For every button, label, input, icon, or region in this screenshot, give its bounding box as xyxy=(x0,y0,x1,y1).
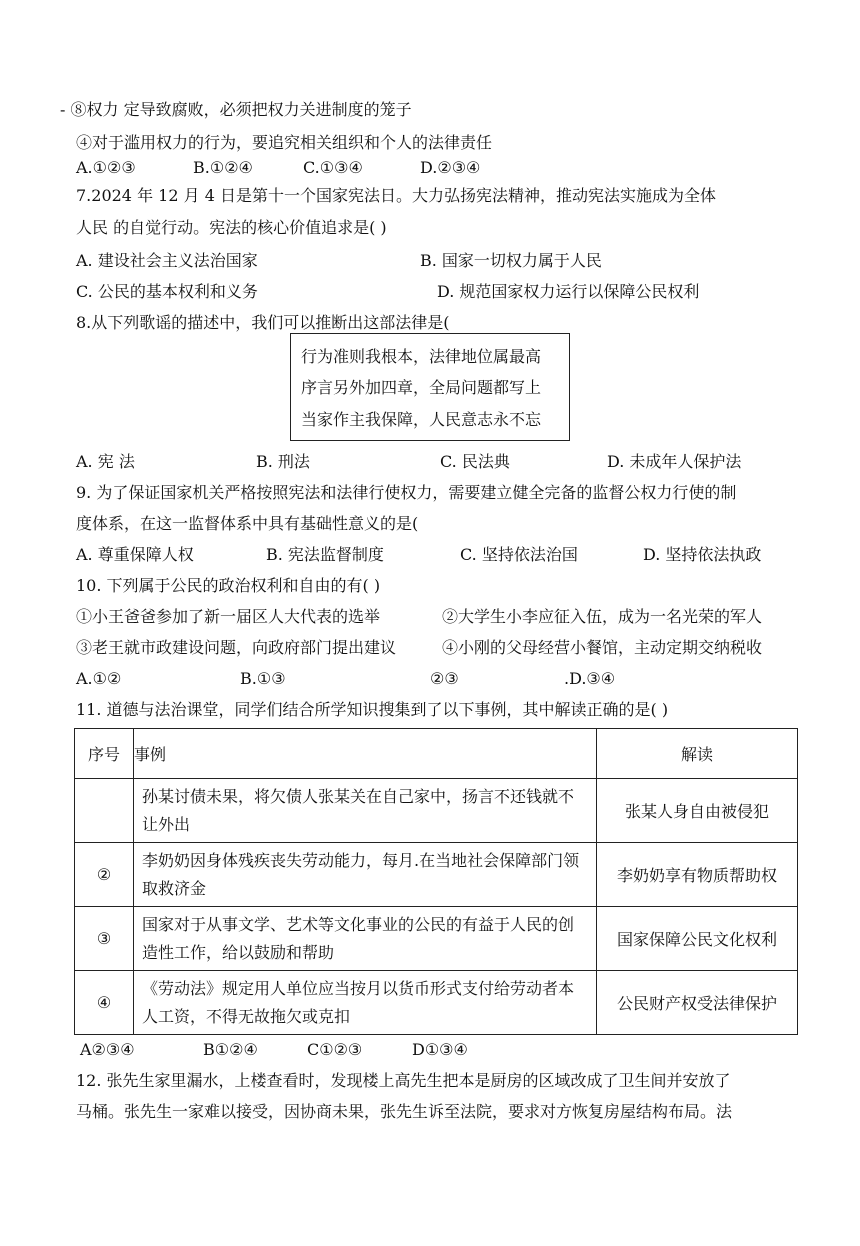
q9-option-b: B. 宪法监督制度 xyxy=(266,545,384,564)
q10-option-d: .D.③④ xyxy=(564,669,616,688)
q7-option-b: B. 国家一切权力属于人民 xyxy=(420,251,602,270)
table-row xyxy=(75,971,798,1035)
row-case xyxy=(134,907,597,971)
q7-option-d: D. 规范国家权力运行以保障公民权利 xyxy=(437,282,700,301)
row-reading: 张某人身自由被侵犯 xyxy=(597,779,798,843)
q7-option-a: A. 建设社会主义法治国家 xyxy=(76,251,258,270)
q9-option-c: C. 坚持依法治国 xyxy=(460,545,578,564)
statement-3: - ⑧权力 定导致腐败，必须把权力关进制度的笼子 xyxy=(60,100,412,119)
q6-option-c: C.①③④ xyxy=(303,158,363,177)
q10-stem: 10. 下列属于公民的政治权利和自由的有( ) xyxy=(76,576,381,595)
q10-option-b: B.①③ xyxy=(240,669,286,688)
q6-option-b: B.①②④ xyxy=(193,158,253,177)
case-text: 国家对于从事文学、艺术等文化事业的公民的有益于人民的创造性工作，给以鼓励和帮助 xyxy=(142,914,575,962)
q10-statement-1: ①小王爸爸参加了新一届区人大代表的选举 xyxy=(76,607,381,626)
q9-stem-line1: 9. 为了保证国家机关严格按照宪法和法律行使权力，需要建立健全完备的监督公权力行使的制 xyxy=(76,483,737,502)
row-no: ④ xyxy=(75,971,134,1035)
q8-option-c: C. 民法典 xyxy=(440,452,510,471)
q7-stem-line2: 人民 的自觉行动。宪法的核心价值追求是( ) xyxy=(76,218,387,237)
q12-stem-line1: 12. 张先生家里漏水，上楼查看时，发现楼上高先生把本是厨房的区域改成了卫生间并安放了 xyxy=(76,1071,731,1090)
q10-statement-2: ②大学生小李应征入伍，成为一名光荣的军人 xyxy=(442,607,763,626)
q12-stem-line2: 马桶。张先生一家难以接受，因协商未果，张先生诉至法院，要求对方恢复房屋结构布局。法 xyxy=(76,1102,733,1121)
row-case xyxy=(134,971,597,1035)
q7-stem-line1: 7.2024 年 12 月 4 日是第十一个国家宪法日。大力弘扬宪法精神，推动宪法实施成为全体 xyxy=(76,186,716,205)
q10-statement-4: ④小刚的父母经营小餐馆，主动定期交纳税收 xyxy=(442,638,763,657)
q8-stem: 8.从下列歌谣的描述中，我们可以推断出这部法律是( xyxy=(76,313,450,332)
row-reading: 公民财产权受法律保护 xyxy=(597,971,798,1035)
q10-option-a: A.①② xyxy=(76,669,122,688)
q9-option-a: A. 尊重保障人权 xyxy=(76,545,194,564)
q9-option-d: D. 坚持依法执政 xyxy=(643,545,762,564)
q11-option-b: B①②④ xyxy=(203,1040,258,1059)
q11-option-a: A②③④ xyxy=(80,1040,135,1059)
q6-option-d: D.②③④ xyxy=(420,158,481,177)
song-line-2: 序言另外加四章，全局问题都写上 xyxy=(301,378,542,397)
song-box xyxy=(290,333,570,441)
table-header-row xyxy=(75,729,798,779)
case-text: 李奶奶因身体残疾丧失劳动能力，每月.在当地社会保障部门领取救济金 xyxy=(142,850,580,898)
q11-option-d: D①③④ xyxy=(412,1040,468,1059)
q6-option-a: A.①②③ xyxy=(76,158,136,177)
song-line-3: 当家作主我保障，人民意志永不忘 xyxy=(301,410,542,429)
table-row xyxy=(75,907,798,971)
statement-4: ④对于滥用权力的行为，要追究相关组织和个人的法律责任 xyxy=(76,133,493,152)
case-text: 孙某讨债未果，将欠债人张某关在自己家中，扬言不还钱就不让外出 xyxy=(142,786,575,834)
song-line-1: 行为准则我根本，法律地位属最高 xyxy=(301,347,542,366)
table-row xyxy=(75,843,798,907)
row-no: ③ xyxy=(75,907,134,971)
row-case xyxy=(134,779,597,843)
row-no: ② xyxy=(75,843,134,907)
row-reading: 国家保障公民文化权利 xyxy=(597,907,798,971)
header-reading: 解读 xyxy=(597,729,798,779)
q10-statement-3: ③老王就市政建设问题，向政府部门提出建议 xyxy=(76,638,397,657)
q7-option-c: C. 公民的基本权利和义务 xyxy=(76,282,258,301)
q11-stem: 11. 道德与法治课堂，同学们结合所学知识搜集到了以下事例，其中解读正确的是( ) xyxy=(76,700,669,719)
q8-option-b: B. 刑法 xyxy=(256,452,310,471)
q8-option-d: D. 未成年人保护法 xyxy=(607,452,742,471)
row-no xyxy=(75,779,134,843)
q10-option-c: ②③ xyxy=(430,669,459,688)
case-table xyxy=(74,728,798,1035)
header-no: 序号 xyxy=(75,729,134,779)
header-case: 事例 xyxy=(134,729,597,779)
table-row xyxy=(75,779,798,843)
q11-option-c: C①②③ xyxy=(307,1040,363,1059)
case-text: 《劳动法》规定用人单位应当按月以货币形式支付给劳动者本人工资，不得无故拖欠或克扣 xyxy=(142,978,575,1026)
q8-option-a: A. 宪 法 xyxy=(76,452,135,471)
q9-stem-line2: 度体系，在这一监督体系中具有基础性意义的是( xyxy=(76,514,419,533)
row-case xyxy=(134,843,597,907)
row-reading: 李奶奶享有物质帮助权 xyxy=(597,843,798,907)
